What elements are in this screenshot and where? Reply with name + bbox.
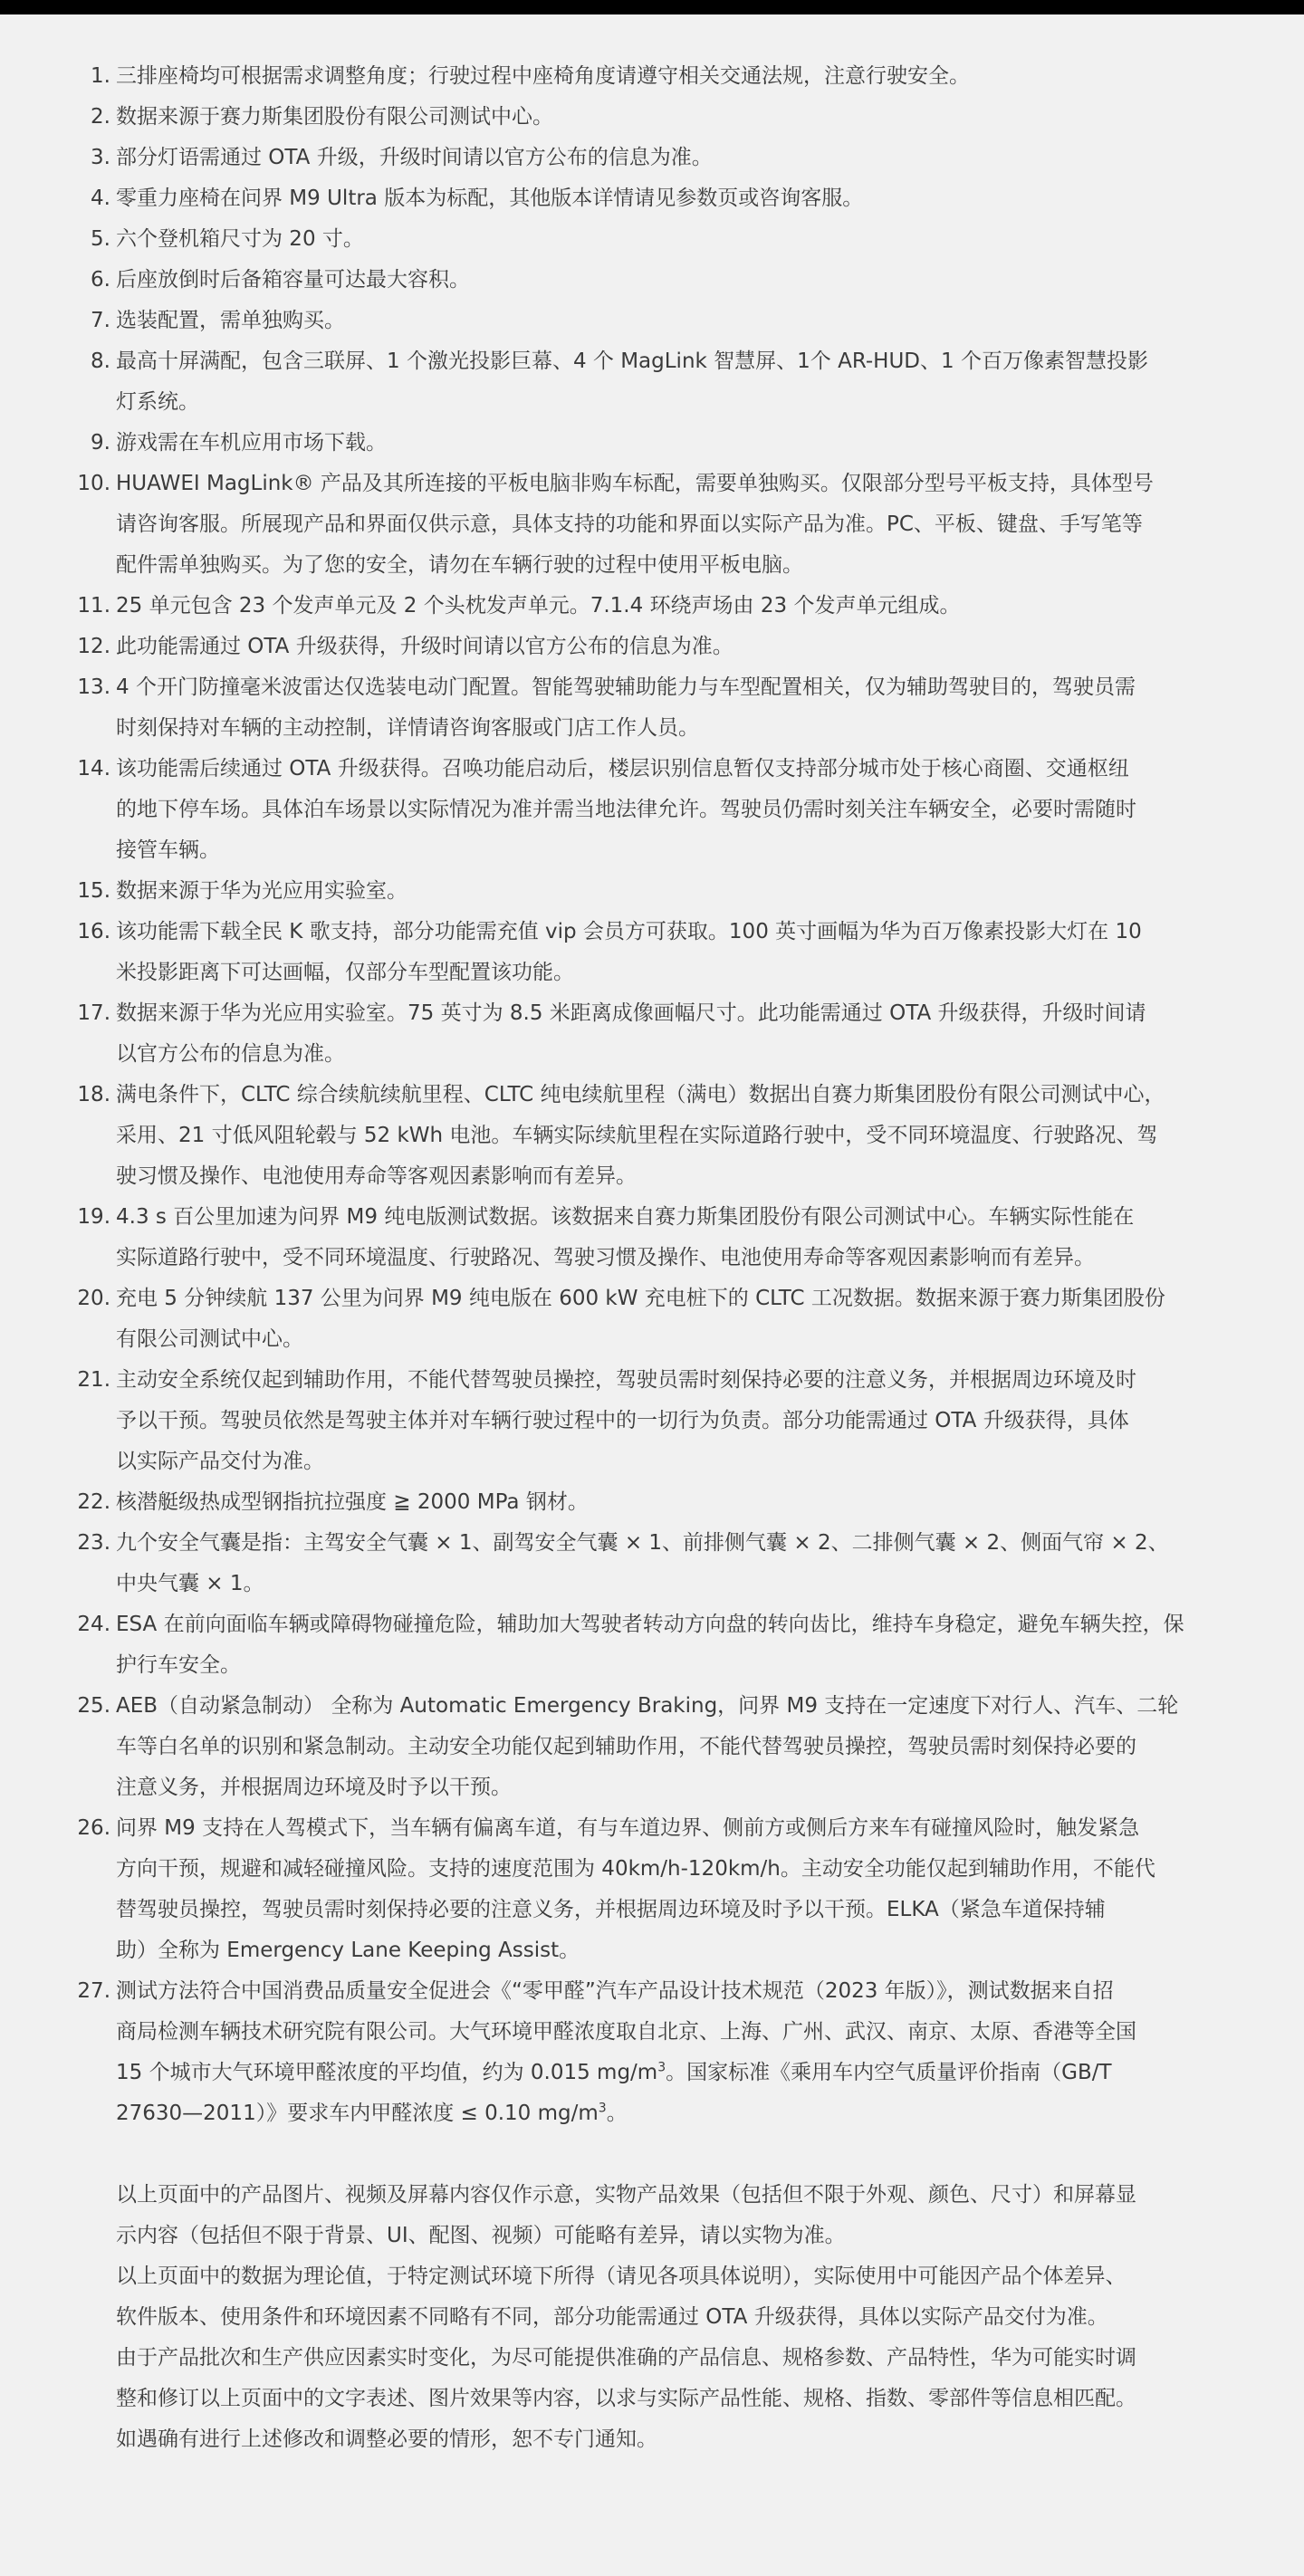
footnote-text: 最高十屏满配，包含三联屏、1 个激光投影巨幕、4 个 MagLink 智慧屏、1个 AR-HUD、1 个百万像素智慧投影 灯系统。 xyxy=(116,350,1148,414)
footnote-item xyxy=(77,627,1239,667)
footnote-text: 选装配置，需单独购买。 xyxy=(116,309,345,332)
footnote-number: 14. xyxy=(77,757,110,780)
footnote-number: 7. xyxy=(91,309,110,332)
footnote-item xyxy=(91,219,1239,260)
footnote-text: AEB（自动紧急制动） 全称为 Automatic Emergency Braking，问界 M9 支持在一定速度下对行人、汽车、二轮 车等白名单的识别和紧急制动。主动安全功能仅起到辅助作用，不能代替驾驶员操控，驾驶员需时刻保持必要的 注意义务，并根据周边环境及时予以干预。 xyxy=(116,1694,1179,1799)
footnote-text: ESA 在前向面临车辆或障碍物碰撞危险，辅助加大驾驶者转动方向盘的转向齿比，维持车身稳定，避免车辆失控，保 护行车安全。 xyxy=(116,1613,1184,1677)
footnote-text: 九个安全气囊是指：主驾安全气囊 × 1、副驾安全气囊 × 1、前排侧气囊 × 2、二排侧气囊 × 2、侧面气帘 × 2、 中央气囊 × 1。 xyxy=(116,1531,1169,1595)
footnote-text: 此功能需通过 OTA 升级获得，升级时间请以官方公布的信息为准。 xyxy=(116,635,734,658)
footnote-number: 19. xyxy=(77,1205,110,1229)
footnote-item xyxy=(77,1278,1239,1360)
footnote-text: 数据来源于赛力斯集团股份有限公司测试中心。 xyxy=(116,105,553,129)
statement-paragraph: 以上页面中的数据为理论值，于特定测试环境下所得（请见各项具体说明），实际使用中可能因产品个体差异、 软件版本、使用条件和环境因素不同略有不同，部分功能需通过 OTA 升级获得，具体以实际产品交付为准。 xyxy=(116,2265,1127,2329)
footnote-item xyxy=(77,1808,1239,1971)
footnote-number: 22. xyxy=(77,1490,110,1514)
footnote-text: 数据来源于华为光应用实验室。75 英寸为 8.5 米距离成像画幅尺寸。此功能需通过 OTA 升级获得，升级时间请 以官方公布的信息为准。 xyxy=(116,1001,1146,1066)
footnote-text: 该功能需后续通过 OTA 升级获得。召唤功能启动后，楼层识别信息暂仅支持部分城市处于核心商圈、交通枢纽 的地下停车场。具体泊车场景以实际情况为准并需当地法律允许。驾驶员仍需时刻关注车辆安全，必要时需随时 接管车辆。 xyxy=(116,757,1136,862)
footnote-text: HUAWEI MagLink® 产品及其所连接的平板电脑非购车标配，需要单独购买。仅限部分型号平板支持，具体型号 请咨询客服。所展现产品和界面仅供示意，具体支持的功能和界面以实际产品为准。PC、平板、键盘、手写笔等 配件需单独购买。为了您的安全，请勿在车辆行驶的过程中使用平板电脑。 xyxy=(116,472,1154,577)
footnote-number: 3. xyxy=(91,146,110,169)
footnote-item xyxy=(91,301,1239,341)
footnote-item xyxy=(77,912,1239,993)
footnote-number: 23. xyxy=(77,1531,110,1555)
footnote-item xyxy=(77,1360,1239,1482)
footnote-item xyxy=(77,1971,1239,2134)
footnote-text: 25 单元包含 23 个发声单元及 2 个头枕发声单元。7.1.4 环绕声场由 23 个发声单元组成。 xyxy=(116,594,961,618)
statement-paragraph: 由于产品批次和生产供应因素实时变化，为尽可能提供准确的产品信息、规格参数、产品特性，华为可能实时调 整和修订以上页面中的文字表述、图片效果等内容，以求与实际产品性能、规格、指数、零部件等信息相匹配。 xyxy=(116,2346,1136,2410)
footnote-number: 17. xyxy=(77,1001,110,1025)
footnote-text-part: 。国家标准《乘用车内空气质量评价指南（GB/T 27630—2011）》要求车内甲醛浓度 ≤ 0.10 mg/m xyxy=(116,2061,1112,2125)
footnote-item xyxy=(91,138,1239,178)
footnote-text: 游戏需在车机应用市场下载。 xyxy=(116,431,387,455)
footnote-number: 18. xyxy=(77,1083,110,1106)
footnote-text-part: 。 xyxy=(606,2102,628,2125)
footnote-item xyxy=(77,1686,1239,1808)
footnote-number: 6. xyxy=(91,268,110,292)
footnote-number: 15. xyxy=(77,879,110,903)
superscript: 3 xyxy=(657,2060,666,2075)
general-statements xyxy=(116,2175,1239,2460)
footnote-item xyxy=(77,749,1239,871)
footnote-item xyxy=(91,341,1239,423)
footnote-number: 25. xyxy=(77,1694,110,1718)
footnote-number: 24. xyxy=(77,1613,110,1636)
footnote-text: 三排座椅均可根据需求调整角度；行驶过程中座椅角度请遵守相关交通法规，注意行驶安全。 xyxy=(116,64,970,88)
footnote-text: 4.3 s 百公里加速为问界 M9 纯电版测试数据。该数据来自赛力斯集团股份有限公司测试中心。车辆实际性能在 实际道路行驶中，受不同环境温度、行驶路况、驾驶习惯及操作、电池使用寿命等客观因素影响而有差异。 xyxy=(116,1205,1135,1269)
footnote-number: 10. xyxy=(77,472,110,495)
footnote-list xyxy=(77,56,1239,2134)
footnote-number: 11. xyxy=(77,594,110,618)
superscript: 3 xyxy=(598,2101,607,2116)
footnote-number: 9. xyxy=(91,431,110,455)
footnote-number: 2. xyxy=(91,105,110,129)
footnote-text: 主动安全系统仅起到辅助作用，不能代替驾驶员操控，驾驶员需时刻保持必要的注意义务，并根据周边环境及时 予以干预。驾驶员依然是驾驶主体并对车辆行驶过程中的一切行为负责。部分功能需通过 OTA 升级获得，具体 以实际产品交付为准。 xyxy=(116,1368,1136,1473)
footnote-item xyxy=(77,1604,1239,1686)
statement-paragraph: 以上页面中的产品图片、视频及屏幕内容仅作示意，实物产品效果（包括但不限于外观、颜色、尺寸）和屏幕显 示内容（包括但不限于背景、UI、配图、视频）可能略有差异，请以实物为准。 xyxy=(116,2183,1136,2247)
footnote-text: 数据来源于华为光应用实验室。 xyxy=(116,879,408,903)
footnote-item xyxy=(77,1523,1239,1604)
footnote-item xyxy=(77,871,1239,912)
footnote-text: 零重力座椅在问界 M9 Ultra 版本为标配，其他版本详情请见参数页或咨询客服。 xyxy=(116,187,864,210)
footnote-number: 13. xyxy=(77,675,110,699)
statement-paragraph: 如遇确有进行上述修改和调整必要的情形，恕不专门通知。 xyxy=(116,2428,657,2451)
footnote-number: 20. xyxy=(77,1287,110,1310)
footnote-item xyxy=(91,260,1239,301)
footnote-text: 满电条件下，CLTC 综合续航续航里程、CLTC 纯电续航里程（满电）数据出自赛力斯集团股份有限公司测试中心， 采用、21 寸低风阻轮毂与 52 kWh 电池。车辆实际续航里程在实际道路行驶中，受不同环境温度、行驶路况、驾 驶习惯及操作、电池使用寿命等客观因素影响而有差异。 xyxy=(116,1083,1165,1188)
footnote-item xyxy=(77,667,1239,749)
footnote-text: 4 个开门防撞毫米波雷达仅选装电动门配置。智能驾驶辅助能力与车型配置相关，仅为辅助驾驶目的，驾驶员需 时刻保持对车辆的主动控制，详情请咨询客服或门店工作人员。 xyxy=(116,675,1136,740)
footnote-number: 1. xyxy=(91,64,110,88)
footnote-item xyxy=(77,1482,1239,1523)
footnote-item xyxy=(91,56,1239,97)
top-bar xyxy=(0,0,1304,14)
footnote-number: 8. xyxy=(91,350,110,373)
footnote-item xyxy=(77,1075,1239,1197)
footnote-text: 充电 5 分钟续航 137 公里为问界 M9 纯电版在 600 kW 充电桩下的 CLTC 工况数据。数据来源于赛力斯集团股份 有限公司测试中心。 xyxy=(116,1287,1165,1351)
footnote-text: 后座放倒时后备箱容量可达最大容积。 xyxy=(116,268,470,292)
footnote-text: 核潜艇级热成型钢指抗拉强度 ≧ 2000 MPa 钢材。 xyxy=(116,1490,589,1514)
footnote-item xyxy=(91,178,1239,219)
footnote-number: 5. xyxy=(91,227,110,251)
footnote-item xyxy=(77,464,1239,586)
footnote-item xyxy=(91,423,1239,464)
footnote-item xyxy=(77,586,1239,627)
footnote-text: 六个登机箱尺寸为 20 寸。 xyxy=(116,227,364,251)
footnote-item xyxy=(77,1197,1239,1278)
footnote-number: 12. xyxy=(77,635,110,658)
footnote-text: 问界 M9 支持在人驾模式下，当车辆有偏离车道，有与车道边界、侧前方或侧后方来车有碰撞风险时，触发紧急 方向干预，规避和减轻碰撞风险。支持的速度范围为 40km/h-120km/h。主动安全功能仅起到辅助作用，不能代 替驾驶员操控，驾驶员需时刻保持必要的注意义务，并根据周边环境及时予以干预。ELKA（紧急车道保持辅 助）全称为 Emergency Lane Keeping Assist。 xyxy=(116,1816,1155,1962)
footnote-number: 27. xyxy=(77,1979,110,2003)
footnote-item xyxy=(91,97,1239,138)
footnote-number: 16. xyxy=(77,920,110,943)
footnote-text: 部分灯语需通过 OTA 升级，升级时间请以官方公布的信息为准。 xyxy=(116,146,713,169)
footnote-item xyxy=(77,993,1239,1075)
footnote-text-part: 测试方法符合中国消费品质量安全促进会《“零甲醛”汽车产品设计技术规范（2023 年版）》，测试数据来自招 商局检测车辆技术研究院有限公司。大气环境甲醛浓度取自北京、上海、广州、武汉、南京、太原、香港等全国 15 个城市大气环境甲醛浓度的平均值，约为 0.015 mg/m xyxy=(116,1979,1136,2084)
footnote-number: 21. xyxy=(77,1368,110,1392)
footnote-text: 该功能需下载全民 K 歌支持，部分功能需充值 vip 会员方可获取。100 英寸画幅为华为百万像素投影大灯在 10 米投影距离下可达画幅，仅部分车型配置该功能。 xyxy=(116,920,1142,984)
disclaimer-section xyxy=(77,56,1239,2460)
footnote-number: 4. xyxy=(91,187,110,210)
footnote-text xyxy=(116,1979,1136,2125)
footnote-number: 26. xyxy=(77,1816,110,1840)
